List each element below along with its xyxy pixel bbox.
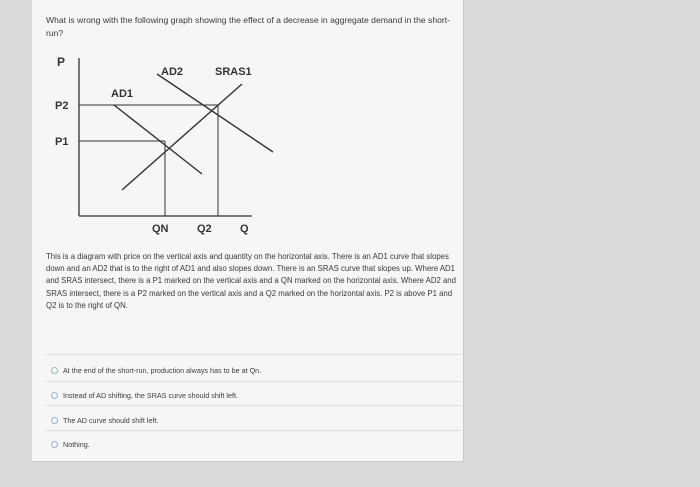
curve-ad1-label: AD1 — [111, 88, 134, 100]
option-1-radio[interactable] — [51, 367, 58, 374]
qty-qn-label: QN — [152, 223, 169, 235]
option-divider — [46, 430, 461, 431]
curve-sras1-label: SRAS1 — [215, 66, 252, 78]
ad-sras-graph — [42, 48, 302, 248]
sras1-curve — [122, 84, 242, 190]
option-4-label: Nothing. — [63, 439, 90, 449]
price-p2-label: P2 — [55, 100, 69, 112]
option-3[interactable] — [51, 414, 158, 426]
ad2-curve — [157, 74, 273, 152]
option-2[interactable] — [51, 389, 238, 401]
question-text: What is wrong with the following graph showing the effect of a decrease in aggregate demand in the short-run? — [46, 15, 450, 38]
qty-q2-label: Q2 — [197, 223, 212, 235]
axis-price-label: P — [57, 55, 66, 69]
question-card — [32, 0, 464, 462]
option-2-label: Instead of AD shifting, the SRAS curve should shift left. — [63, 390, 238, 400]
option-3-radio[interactable] — [51, 417, 58, 424]
options-divider — [46, 354, 461, 355]
option-divider — [46, 405, 461, 406]
axis-quantity-label: Q — [240, 223, 249, 235]
option-divider — [46, 381, 461, 382]
option-1-label: At the end of the short-run, production always has to be at Qn. — [63, 365, 262, 375]
price-p1-label: P1 — [55, 136, 69, 148]
option-3-label: The AD curve should shift left. — [63, 415, 159, 425]
graph-description: This is a diagram with price on the vertical axis and quantity on the horizontal axis. There is an AD1 curve that slopes down and an AD2 that is to the right of AD1 and also slopes down. There is an SRAS curve that slopes up. Where AD1 and SRAS intersect, there is a P1 marked on the vertical axis and a QN marked on the horizontal axis. Where AD2 and SRAS intersect, there is a P2 marked on the vertical axis and a Q2 marked on the horizontal axis. P2 is above P1 and Q2 is to the right of QN. — [46, 252, 456, 310]
ad1-curve — [114, 105, 202, 174]
option-4-radio[interactable] — [51, 441, 58, 448]
option-1[interactable] — [51, 364, 261, 376]
option-2-radio[interactable] — [51, 392, 58, 399]
option-4[interactable] — [51, 438, 90, 450]
curve-ad2-label: AD2 — [161, 66, 184, 78]
